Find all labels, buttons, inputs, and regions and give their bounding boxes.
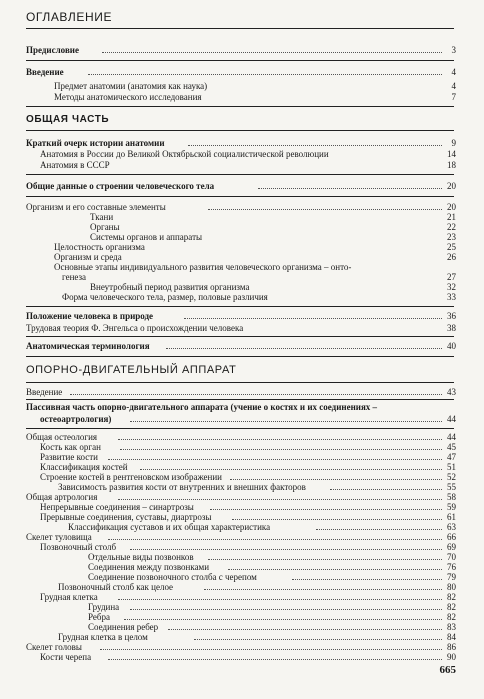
toc-entry-page: 52 xyxy=(447,472,456,482)
toc-entry xyxy=(0,322,484,334)
divider xyxy=(26,196,454,197)
toc-entry-title: Анатомическая терминология xyxy=(26,341,150,351)
toc-entry-title: Отдельные виды позвонков xyxy=(88,552,194,562)
toc-entry-page: 82 xyxy=(447,602,456,612)
toc-entry-page: 76 xyxy=(447,562,456,572)
toc-entry-page: 45 xyxy=(447,442,456,452)
toc-entry-page: 21 xyxy=(447,212,456,222)
toc-entry-title: Основные этапы индивидуального развития человеческого организма – онто- xyxy=(54,262,352,272)
toc-entry-title: Скелет головы xyxy=(26,642,82,652)
leader-dots xyxy=(118,499,442,500)
leader-dots xyxy=(130,421,442,422)
toc-entry-title: Органы xyxy=(90,222,120,232)
divider xyxy=(26,174,454,175)
leader-dots xyxy=(204,589,442,590)
page-title: ОГЛАВЛЕНИЕ xyxy=(26,10,113,24)
toc-entry-page: 43 xyxy=(447,387,456,397)
toc-entry-title: Пассивная часть опорно-двигательного аппарата (учение о костях и их соединениях – xyxy=(26,402,378,412)
toc-entry-title: Непрерывные соединения – синартрозы xyxy=(40,502,194,512)
leader-dots xyxy=(108,459,442,460)
toc-entry-page: 63 xyxy=(447,522,456,532)
toc-entry-title: Кости черепа xyxy=(40,652,92,662)
toc-entry-page: 58 xyxy=(447,492,456,502)
toc-entry-title: остеоартрология) xyxy=(40,414,112,424)
leader-dots xyxy=(232,519,442,520)
toc-entry-page: 86 xyxy=(447,642,456,652)
toc-entry-page: 79 xyxy=(447,572,456,582)
leader-dots xyxy=(130,609,442,610)
divider xyxy=(26,428,454,429)
toc-entry-title: Анатомия в СССР xyxy=(40,160,110,170)
toc-entry-page: 4 xyxy=(451,81,456,91)
leader-dots xyxy=(316,529,442,530)
toc-entry-title: Краткий очерк истории анатомии xyxy=(26,138,165,148)
toc-entry-page: 51 xyxy=(447,462,456,472)
toc-entry-title: Трудовая теория Ф. Энгельса о происхождении человека xyxy=(26,323,244,333)
toc-entry-page: 84 xyxy=(447,632,456,642)
toc-entry-title: Предисловие xyxy=(26,45,79,55)
toc-entry-page: 82 xyxy=(447,592,456,602)
leader-dots xyxy=(120,449,442,450)
page-number: 665 xyxy=(439,664,456,676)
toc-entry-title: Положение человека в природе xyxy=(26,311,154,321)
leader-dots xyxy=(208,209,442,210)
toc-entry-title: Позвоночный столб xyxy=(40,542,117,552)
toc-entry-page: 90 xyxy=(447,652,456,662)
toc-entry-page: 40 xyxy=(447,341,456,351)
toc-entry-page: 80 xyxy=(447,582,456,592)
toc-entry-page: 66 xyxy=(447,532,456,542)
leader-dots xyxy=(166,348,442,349)
toc-entry-title: Позвоночный столб как целое xyxy=(58,582,174,592)
leader-dots xyxy=(188,145,442,146)
toc-entry-title: Соединения ребер xyxy=(88,622,159,632)
toc-entry-page: 36 xyxy=(447,311,456,321)
leader-dots xyxy=(330,489,442,490)
leader-dots xyxy=(118,439,442,440)
toc-entry-page: 7 xyxy=(451,92,456,102)
toc-entry-title: Методы анатомического исследования xyxy=(54,92,202,102)
divider xyxy=(26,106,454,107)
toc-entry-title: Организм и его составные элементы xyxy=(26,202,166,212)
leader-dots xyxy=(130,549,442,550)
toc-entry-title: Прерывные соединения, суставы, диартрозы xyxy=(40,512,212,522)
toc-entry-title: Организм и среда xyxy=(54,252,122,262)
toc-entry-page: 3 xyxy=(451,45,456,55)
toc-entry-page: 26 xyxy=(447,252,456,262)
toc-entry xyxy=(0,159,484,171)
toc-entry-page: 38 xyxy=(447,323,456,333)
divider xyxy=(26,382,454,383)
toc-entry-page: 44 xyxy=(447,432,456,442)
toc-entry-title: Соединения между позвонками xyxy=(88,562,210,572)
toc-entry-title: Целостность организма xyxy=(54,242,145,252)
toc-entry-page: 32 xyxy=(447,282,456,292)
toc-entry-page: 33 xyxy=(447,292,456,302)
section-heading: ОБЩАЯ ЧАСТЬ xyxy=(26,114,110,125)
toc-entry-page: 69 xyxy=(447,542,456,552)
toc-entry-title: Развитие кости xyxy=(40,452,98,462)
leader-dots xyxy=(194,639,442,640)
toc-entry-page: 47 xyxy=(447,452,456,462)
toc-entry-title: Общая остеология xyxy=(26,432,98,442)
toc-entry-title: Введение xyxy=(26,387,63,397)
leader-dots xyxy=(228,569,442,570)
title-rule xyxy=(26,28,454,29)
divider xyxy=(26,60,454,61)
toc-entry-page: 55 xyxy=(447,482,456,492)
toc-entry-title: Общие данные о строении человеческого тела xyxy=(26,181,215,191)
toc-entry-title: Введение xyxy=(26,67,64,77)
leader-dots xyxy=(124,619,442,620)
toc-entry-page: 23 xyxy=(447,232,456,242)
toc-entry-page: 20 xyxy=(447,181,456,191)
toc-entry-title: Классификация костей xyxy=(40,462,128,472)
toc-entry-title: Соединение позвоночного столба с черепом xyxy=(88,572,257,582)
toc-entry xyxy=(0,91,484,103)
divider xyxy=(26,336,454,337)
toc-entry-title: Грудная клетка в целом xyxy=(58,632,148,642)
toc-entry-page: 70 xyxy=(447,552,456,562)
leader-dots xyxy=(140,469,442,470)
divider xyxy=(26,306,454,307)
toc-entry xyxy=(0,401,484,413)
toc-entry-page: 61 xyxy=(447,512,456,522)
leader-dots xyxy=(292,579,442,580)
toc-entry-title: генеза xyxy=(62,272,87,282)
toc-entry-page: 9 xyxy=(451,138,456,148)
toc-entry-title: Скелет туловища xyxy=(26,532,92,542)
toc-entry-title: Зависимость развития кости от внутренних и внешних факторов xyxy=(58,482,306,492)
toc-entry-title: Строение костей в рентгеновском изображении xyxy=(40,472,222,482)
leader-dots xyxy=(108,539,442,540)
toc-entry-page: 4 xyxy=(451,67,456,77)
toc-entry-title: Грудная клетка xyxy=(40,592,98,602)
toc-entry xyxy=(0,651,484,663)
toc-entry-title: Внеутробный период развития организма xyxy=(90,282,250,292)
toc-entry xyxy=(0,340,484,352)
toc-entry xyxy=(0,386,484,398)
toc-entry-page: 25 xyxy=(447,242,456,252)
toc-entry-title: Системы органов и аппараты xyxy=(90,232,203,242)
toc-entry-title: Классификация суставов и их общая характеристика xyxy=(68,522,271,532)
toc-entry xyxy=(0,180,484,192)
leader-dots xyxy=(108,659,442,660)
leader-dots xyxy=(210,509,442,510)
toc-entry-page: 44 xyxy=(447,414,456,424)
leader-dots xyxy=(184,318,442,319)
toc-entry-page: 20 xyxy=(447,202,456,212)
toc-entry-title: Кость как орган xyxy=(40,442,101,452)
leader-dots xyxy=(208,559,442,560)
section-heading: ОПОРНО-ДВИГАТЕЛЬНЫЙ АППАРАТ xyxy=(26,364,237,376)
leader-dots xyxy=(70,394,442,395)
leader-dots xyxy=(100,649,442,650)
leader-dots xyxy=(102,52,442,53)
toc-entry xyxy=(0,413,484,425)
toc-entry xyxy=(0,310,484,322)
toc-entry-title: Анатомия в России до Великой Октябрьской социалистической революции xyxy=(40,149,329,159)
toc-entry xyxy=(0,44,484,56)
leader-dots xyxy=(88,74,442,75)
leader-dots xyxy=(118,599,442,600)
toc-entry-title: Ребра xyxy=(88,612,110,622)
toc-entry-title: Грудина xyxy=(88,602,120,612)
toc-entry xyxy=(0,291,484,303)
divider xyxy=(26,130,454,131)
divider xyxy=(26,356,454,357)
toc-entry-title: Ткани xyxy=(90,212,114,222)
toc-entry-title: Предмет анатомии (анатомия как наука) xyxy=(54,81,208,91)
toc-entry xyxy=(0,66,484,78)
toc-entry-page: 27 xyxy=(447,272,456,282)
toc-entry-title: Форма человеческого тела, размер, половые различия xyxy=(62,292,268,302)
toc-entry-title: Общая артрология xyxy=(26,492,98,502)
toc-entry-page: 14 xyxy=(447,149,456,159)
leader-dots xyxy=(258,188,442,189)
toc-entry-page: 83 xyxy=(447,622,456,632)
toc-entry-page: 82 xyxy=(447,612,456,622)
toc-entry-page: 18 xyxy=(447,160,456,170)
toc-entry-page: 22 xyxy=(447,222,456,232)
toc-entry-page: 59 xyxy=(447,502,456,512)
leader-dots xyxy=(168,629,442,630)
divider xyxy=(26,399,454,400)
leader-dots xyxy=(230,479,442,480)
